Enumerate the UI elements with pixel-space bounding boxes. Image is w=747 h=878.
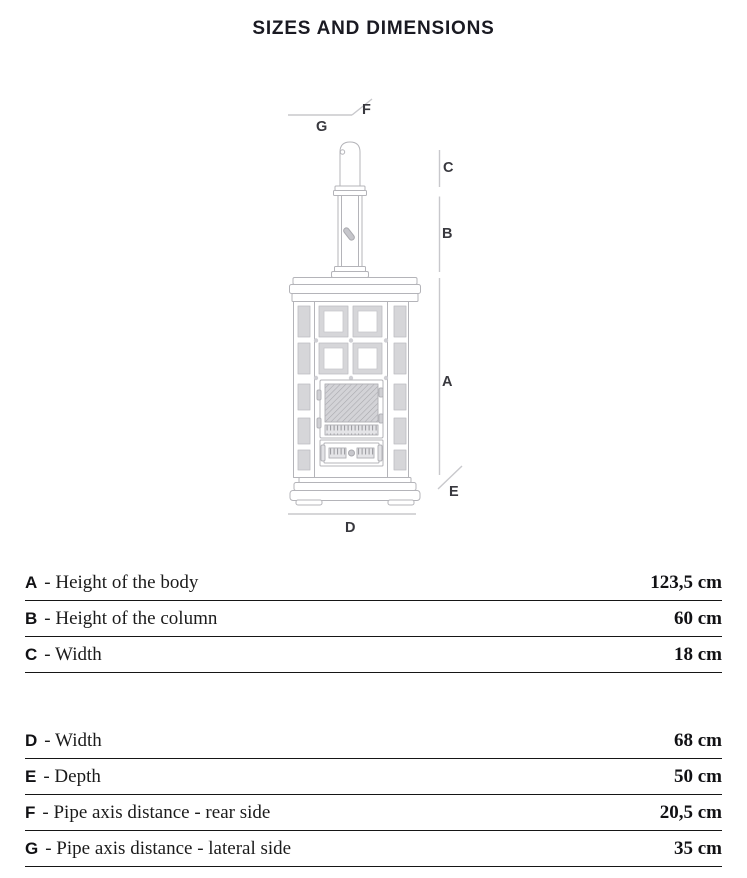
dimension-table-body	[25, 565, 722, 673]
drawer-grille-left	[329, 448, 346, 458]
base-plinth	[290, 491, 420, 501]
dimension-description: - Pipe axis distance - rear side	[42, 801, 271, 823]
dimension-table-footprint	[25, 723, 722, 867]
dimension-letter: E	[25, 766, 37, 786]
dim-label-c: C	[443, 160, 454, 176]
dim-label-e: E	[449, 484, 459, 500]
dimension-row-d	[25, 723, 722, 759]
drawer-knob	[349, 450, 355, 456]
dimension-description: - Height of the body	[44, 571, 199, 593]
dimension-row-c	[25, 637, 722, 673]
dimension-row-e	[25, 759, 722, 795]
door-hinge	[317, 390, 321, 400]
dimension-value: 123,5 cm	[650, 571, 722, 593]
stove-cornice-band	[292, 294, 418, 302]
dimension-value: 18 cm	[673, 643, 722, 665]
dim-label-a: A	[442, 374, 453, 390]
dimension-letter: A	[25, 572, 38, 592]
drawer-grille-right	[357, 448, 374, 458]
dimension-row-b	[25, 601, 722, 637]
dim-label-f: F	[362, 102, 371, 118]
dim-label-b: B	[442, 226, 453, 242]
dimension-row-f	[25, 795, 722, 831]
dimension-letter: C	[25, 644, 38, 664]
base-lip	[299, 478, 411, 483]
door-hinge	[317, 418, 321, 428]
dim-label-g: G	[316, 119, 328, 135]
dimension-value: 20,5 cm	[659, 801, 722, 823]
dimension-row-a	[25, 565, 722, 601]
dimension-letter: B	[25, 608, 38, 628]
dimension-value: 35 cm	[673, 837, 722, 859]
stove-foot-left	[296, 500, 322, 505]
stove-cornice	[290, 285, 421, 294]
dimension-row-g	[25, 831, 722, 867]
dimension-description: - Width	[44, 643, 102, 665]
dimension-letter: D	[25, 730, 38, 750]
dimension-description: - Width	[44, 729, 102, 751]
door-latch	[379, 414, 383, 423]
page-title: SIZES AND DIMENSIONS	[252, 18, 495, 39]
stove-drawing	[290, 142, 421, 505]
door-vent-strip	[325, 425, 378, 435]
stove-top-plate	[293, 278, 417, 285]
dimension-description: - Pipe axis distance - lateral side	[45, 837, 292, 859]
base-molding	[294, 483, 416, 491]
dim-label-d: D	[345, 520, 356, 536]
door-glass	[325, 384, 378, 422]
chimney-collar	[335, 186, 365, 191]
chimney-cap-detail	[340, 150, 344, 154]
door-latch	[379, 388, 383, 397]
dimension-letter: F	[25, 802, 36, 822]
dimension-description: - Depth	[43, 765, 101, 787]
dimension-value: 50 cm	[673, 765, 722, 787]
stove-foot-right	[388, 500, 414, 505]
dimension-value: 68 cm	[673, 729, 722, 751]
dimension-description: - Height of the column	[44, 607, 218, 629]
chimney-cap	[340, 142, 360, 186]
chimney-collar	[334, 191, 367, 196]
pipe-flange	[335, 267, 366, 272]
pipe-flange	[332, 272, 369, 278]
dimension-value: 60 cm	[673, 607, 722, 629]
drawer-tab	[321, 445, 325, 461]
dimension-letter: G	[25, 838, 39, 858]
drawer-tab	[378, 445, 382, 461]
